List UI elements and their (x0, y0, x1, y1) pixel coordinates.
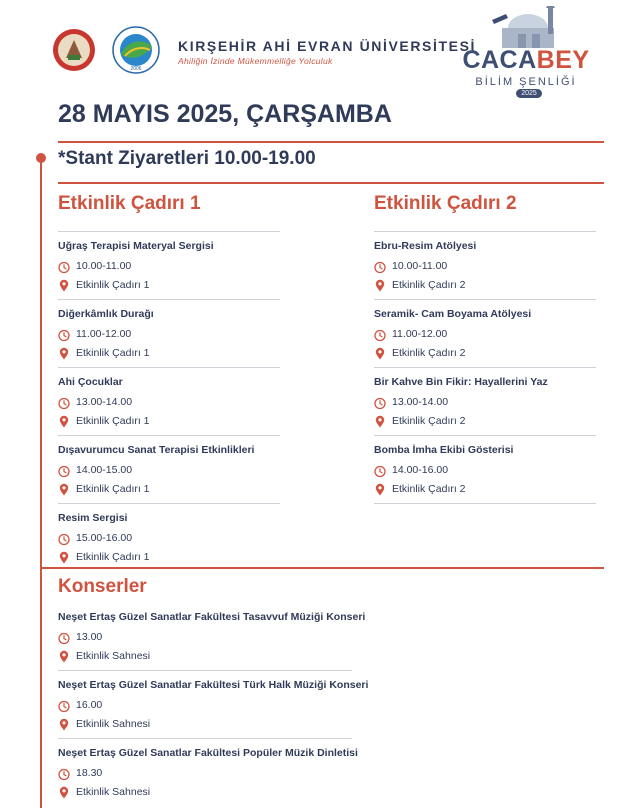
event-title: Bomba İmha Ekibi Gösterisi (374, 444, 514, 456)
map-pin-icon (58, 650, 70, 663)
map-pin-icon (374, 483, 386, 496)
svg-text:2006: 2006 (130, 66, 142, 72)
university-seal-logo (112, 26, 160, 74)
timeline-dot (36, 153, 46, 163)
festival-logo (448, 6, 604, 98)
event-place: Etkinlik Çadırı 1 (76, 483, 150, 495)
event-title: Neşet Ertaş Güzel Sanatlar Fakültesi Popüler Müzik Dinletisi (58, 747, 358, 759)
title-divider (58, 141, 604, 143)
clock-icon (374, 261, 386, 274)
clock-icon (58, 533, 70, 546)
event-title: Neşet Ertaş Güzel Sanatlar Fakültesi Tasavvuf Müziği Konseri (58, 611, 366, 623)
event-place: Etkinlik Sahnesi (76, 718, 151, 730)
festival-year-badge: 2025 (516, 89, 542, 98)
festival-subtitle: BİLİM ŞENLİĞİ (475, 76, 577, 88)
clock-icon (58, 261, 70, 274)
map-pin-icon (58, 415, 70, 428)
map-pin-icon (374, 415, 386, 428)
event-place: Etkinlik Çadırı 2 (392, 279, 466, 291)
event-time: 13.00-14.00 (76, 396, 133, 408)
event-time: 14.00-15.00 (76, 464, 133, 476)
event-time: 11.00-12.00 (392, 328, 448, 340)
event-separator (58, 367, 280, 368)
festival-name: CACABEY (462, 46, 590, 74)
event-time: 14.00-16.00 (392, 464, 449, 476)
event-time: 15.00-16.00 (76, 532, 133, 544)
header (0, 0, 640, 100)
event-title: Ahi Çocuklar (58, 376, 123, 388)
map-pin-icon (58, 483, 70, 496)
map-pin-icon (58, 786, 70, 799)
clock-icon (58, 632, 70, 645)
event-place: Etkinlik Çadırı 2 (392, 483, 466, 495)
observatory-icon (488, 6, 568, 48)
event-separator (374, 231, 596, 232)
event-separator (58, 670, 352, 671)
event-title: Seramik- Cam Boyama Atölyesi (374, 308, 532, 320)
timeline-line (40, 157, 42, 808)
event-place: Etkinlik Çadırı 1 (76, 279, 150, 291)
event-title: Resim Sergisi (58, 512, 128, 524)
governorship-seal-logo (52, 28, 96, 72)
map-pin-icon (58, 347, 70, 360)
event-time: 13.00-14.00 (392, 396, 449, 408)
event-separator (58, 231, 280, 232)
tent2-title: Etkinlik Çadırı 2 (374, 193, 517, 214)
clock-icon (58, 397, 70, 410)
event-place: Etkinlik Çadırı 2 (392, 415, 466, 427)
event-separator (58, 503, 280, 504)
event-time: 10.00-11.00 (392, 260, 448, 272)
event-separator (374, 435, 596, 436)
event-separator (58, 299, 280, 300)
map-pin-icon (58, 718, 70, 731)
event-title: Dışavurumcu Sanat Terapisi Etkinlikleri (58, 444, 255, 456)
clock-icon (374, 397, 386, 410)
clock-icon (58, 329, 70, 342)
event-separator (58, 435, 280, 436)
event-place: Etkinlik Çadırı 1 (76, 415, 150, 427)
event-place: Etkinlik Çadırı 1 (76, 551, 150, 563)
event-place: Etkinlik Çadırı 1 (76, 347, 150, 359)
map-pin-icon (374, 347, 386, 360)
clock-icon (58, 700, 70, 713)
map-pin-icon (58, 551, 70, 564)
event-title: Neşet Ertaş Güzel Sanatlar Fakültesi Türk Halk Müziği Konseri (58, 679, 369, 691)
clock-icon (58, 465, 70, 478)
clock-icon (374, 465, 386, 478)
event-separator (374, 367, 596, 368)
event-place: Etkinlik Sahnesi (76, 650, 151, 662)
event-separator (58, 738, 352, 739)
event-place: Etkinlik Çadırı 2 (392, 347, 466, 359)
event-separator (374, 503, 596, 504)
event-title: Bir Kahve Bin Fikir: Hayallerini Yaz (374, 376, 548, 388)
concerts-title: Konserler (58, 576, 147, 597)
event-separator (374, 299, 596, 300)
event-time: 16.00 (76, 699, 103, 711)
event-place: Etkinlik Sahnesi (76, 786, 151, 798)
event-time: 10.00-11.00 (76, 260, 132, 272)
page-title: 28 MAYIS 2025, ÇARŞAMBA (58, 100, 392, 128)
event-title: Uğraş Terapisi Materyal Sergisi (58, 240, 214, 252)
event-time: 18.30 (76, 767, 103, 779)
concerts-divider (42, 567, 604, 569)
event-time: 13.00 (76, 631, 103, 643)
stand-divider (58, 182, 604, 184)
stand-visits-heading: *Stant Ziyaretleri 10.00-19.00 (58, 148, 316, 169)
university-name: KIRŞEHİR AHİ EVRAN ÜNİVERSİTESİ (178, 38, 477, 54)
event-time: 11.00-12.00 (76, 328, 132, 340)
map-pin-icon (374, 279, 386, 292)
event-title: Ebru-Resim Atölyesi (374, 240, 477, 252)
clock-icon (58, 768, 70, 781)
clock-icon (374, 329, 386, 342)
university-motto: Ahiliğin İzinde Mükemmelliğe Yolculuk (178, 56, 333, 66)
event-title: Diğerkâmlık Durağı (58, 308, 154, 320)
tent1-title: Etkinlik Çadırı 1 (58, 193, 201, 214)
map-pin-icon (58, 279, 70, 292)
